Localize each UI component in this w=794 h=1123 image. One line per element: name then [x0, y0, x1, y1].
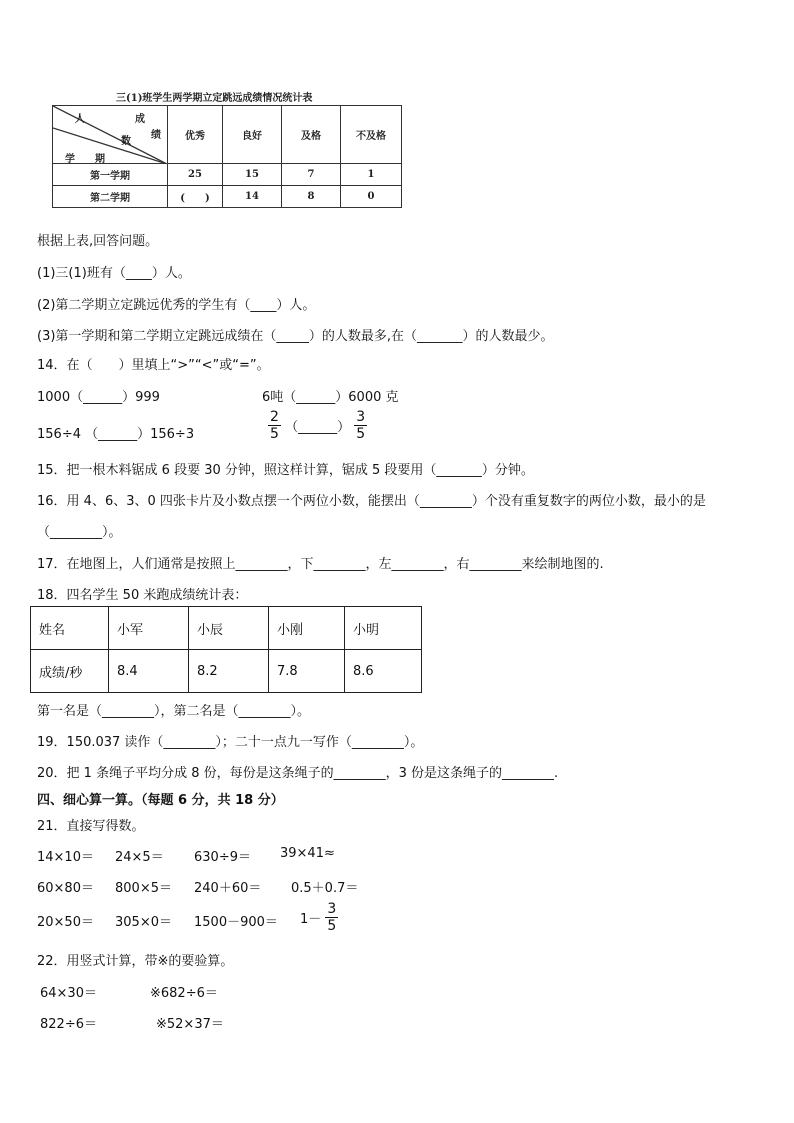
- table-cell: 8.6: [345, 650, 422, 693]
- corner-label: 数: [121, 136, 131, 147]
- corner-label: 成: [135, 114, 145, 125]
- table-cell: 7.8: [269, 650, 345, 693]
- q13-part2: (2)第二学期立定跳远优秀的学生有（____）人。: [37, 298, 316, 313]
- q13-part1: (1)三(1)班有（____）人。: [37, 266, 191, 281]
- table-header: 姓名: [31, 607, 109, 650]
- calc-item: ※52×37＝: [156, 1017, 224, 1032]
- fraction: $\frac{2}{5}$: [270, 409, 279, 442]
- q16-line2: （________）。: [37, 525, 122, 540]
- q17: 17．在地图上，人们通常是按照上________，下________，左________，右________来绘制地图的.: [37, 557, 604, 572]
- table-cell-blank: ( ): [168, 186, 223, 208]
- q18-answer: 第一名是（________），第二名是（________）。: [37, 704, 311, 719]
- calc-item: 0.5＋0.7＝: [291, 881, 359, 896]
- run-results-table: [30, 606, 422, 693]
- table-cell: 15: [223, 164, 282, 186]
- calc-item: 14×10＝: [37, 850, 94, 865]
- q14-b: 6吨（______）6000 克: [262, 390, 399, 405]
- corner-label: 人: [75, 114, 85, 125]
- table-cell: 8.4: [109, 650, 189, 693]
- table-header: 不及格: [341, 106, 402, 164]
- table-header: 小刚: [269, 607, 345, 650]
- calc-item-fraction: 1－ $\frac{3}{5}$: [300, 901, 337, 934]
- table-cell: 7: [282, 164, 341, 186]
- q13-intro: 根据上表,回答问题。: [37, 234, 159, 249]
- table-cell: 1: [341, 164, 402, 186]
- table-cell: 8.2: [189, 650, 269, 693]
- q19: 19．150.037 读作（________）；二十一点九一写作（________）。: [37, 735, 424, 750]
- table-cell: 25: [168, 164, 223, 186]
- table-header: 及格: [282, 106, 341, 164]
- row-label: 成绩/秒: [31, 650, 109, 693]
- row-label: 第一学期: [53, 164, 168, 186]
- q15: 15．把一根木料锯成 6 段要 30 分钟，照这样计算，锯成 5 段要用（_______）分钟。: [37, 463, 534, 478]
- corner-label: 绩: [151, 130, 161, 141]
- calc-item: 800×5＝: [115, 881, 172, 896]
- calc-item: 1500－900＝: [194, 915, 278, 930]
- calc-item: 60×80＝: [37, 881, 94, 896]
- q13-part3: (3)第一学期和第二学期立定跳远成绩在（_____）的人数最多,在（_______）的人数最少。: [37, 329, 554, 344]
- q14-d: $\frac{2}{5}$ （______） $\frac{3}{5}$: [270, 409, 366, 442]
- table-header: 良好: [223, 106, 282, 164]
- calc-item: 20×50＝: [37, 915, 94, 930]
- table-cell: 14: [223, 186, 282, 208]
- jump-stats-table: [52, 105, 402, 208]
- calc-item: 240＋60＝: [194, 881, 262, 896]
- q16-line1: 16．用 4、6、3、0 四张卡片及小数点摆一个两位小数，能摆出（________）个没有重复数字的两位小数，最小的是: [37, 494, 706, 509]
- table-header: 小明: [345, 607, 422, 650]
- q14-a: 1000（______）999: [37, 390, 160, 405]
- row-label: 第二学期: [53, 186, 168, 208]
- calc-item: 39×41≈: [280, 846, 335, 861]
- table-header: 小军: [109, 607, 189, 650]
- table-corner-header: [53, 106, 168, 164]
- q14-c: 156÷4 （______）156÷3: [37, 427, 195, 442]
- table-header: 小辰: [189, 607, 269, 650]
- table-cell: 8: [282, 186, 341, 208]
- section-heading: 四、细心算一算。（每题 6 分，共 18 分）: [37, 793, 284, 808]
- corner-label: 学: [65, 154, 75, 165]
- scan-table-title: 三(1)班学生两学期立定跳远成绩情况统计表: [116, 93, 313, 104]
- table-header: 优秀: [168, 106, 223, 164]
- q14-title: 14．在（ ）里填上“>”“<”或“=”。: [37, 358, 270, 373]
- fraction: $\frac{3}{5}$: [327, 901, 337, 934]
- q22-title: 22．用竖式计算，带※的要验算。: [37, 954, 234, 969]
- calc-item: 24×5＝: [115, 850, 164, 865]
- calc-item: 305×0＝: [115, 915, 172, 930]
- calc-item: ※682÷6＝: [150, 986, 218, 1001]
- table-cell: 0: [341, 186, 402, 208]
- calc-item: 630÷9＝: [194, 850, 251, 865]
- q20: 20．把 1 条绳子平均分成 8 份，每份是这条绳子的________，3 份是这条绳子的________.: [37, 766, 559, 781]
- calc-item: 822÷6＝: [40, 1017, 97, 1032]
- q21-title: 21．直接写得数。: [37, 819, 145, 834]
- q18-title: 18．四名学生 50 米跑成绩统计表：: [37, 588, 248, 603]
- corner-label: 期: [95, 154, 105, 165]
- fraction: $\frac{3}{5}$: [356, 409, 366, 442]
- calc-item: 64×30＝: [40, 986, 97, 1001]
